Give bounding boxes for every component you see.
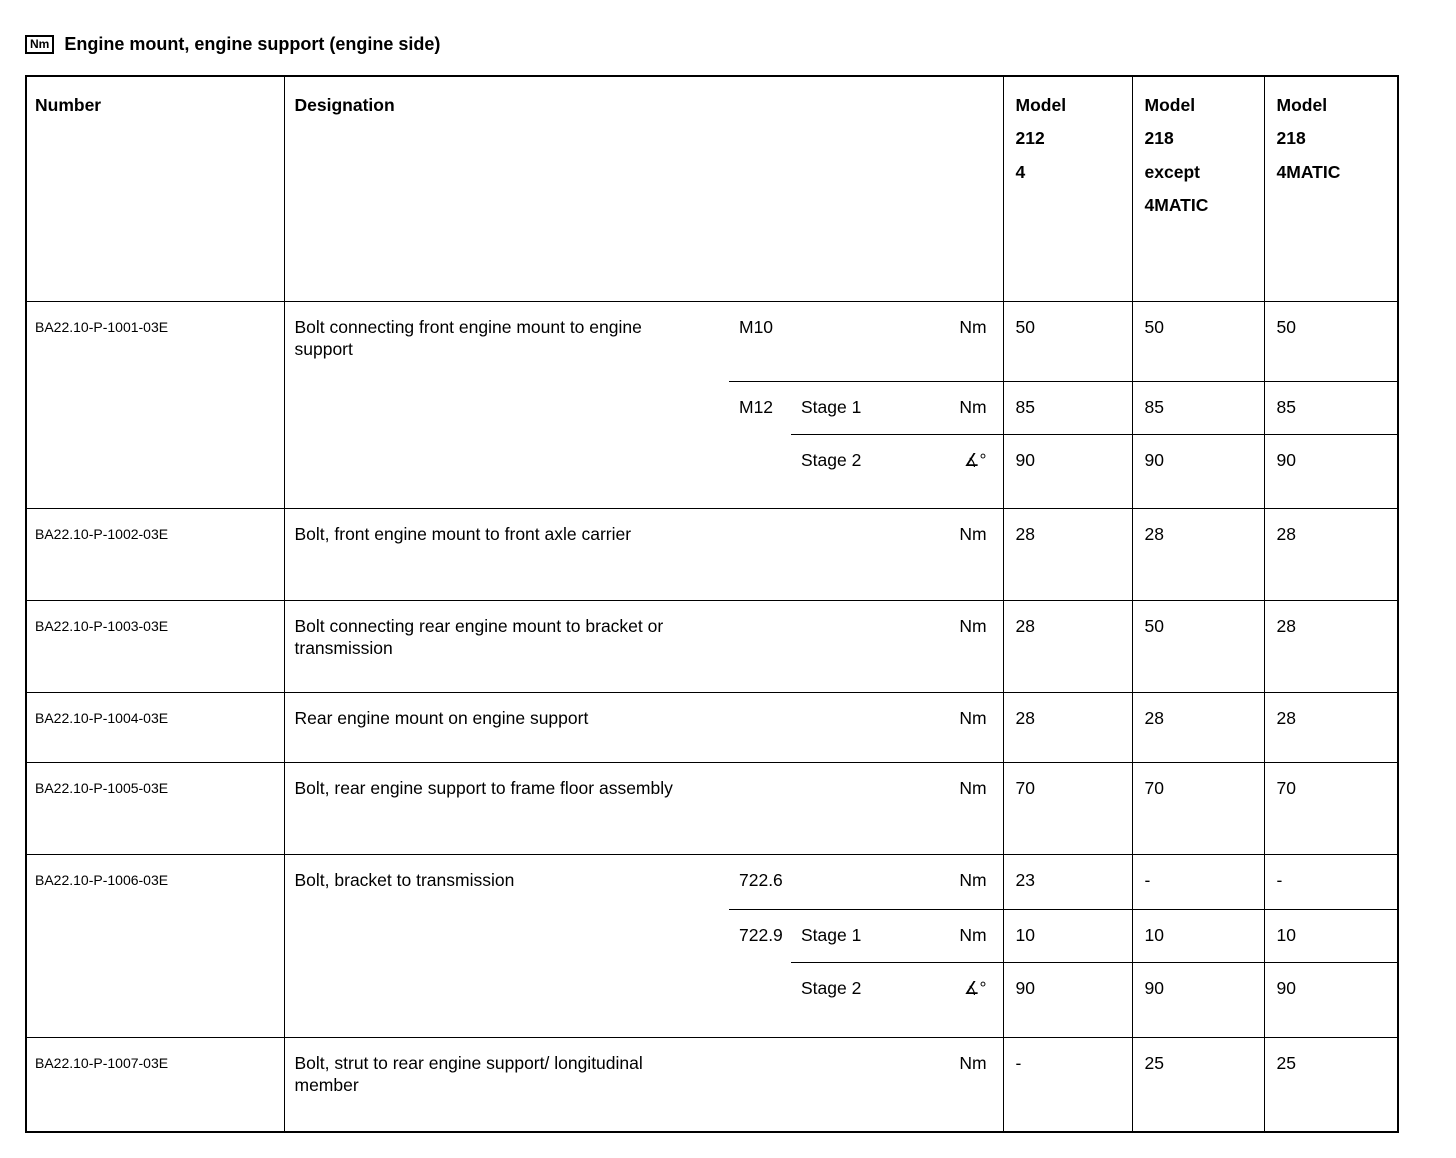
value-cell: 28 <box>1264 508 1398 600</box>
header-model-218-except-4matic <box>1132 76 1264 301</box>
stage-label: Stage 2 <box>791 962 891 1037</box>
value-cell: 25 <box>1264 1037 1398 1132</box>
size-label: M10 <box>729 301 791 381</box>
value-cell: - <box>1003 1037 1132 1132</box>
stage-label <box>791 854 891 909</box>
value-cell: 70 <box>1003 762 1132 854</box>
stage-label: Stage 1 <box>791 381 891 434</box>
designation-text <box>284 1037 891 1132</box>
header-line: except <box>1144 161 1200 182</box>
header-number: Number <box>26 76 284 301</box>
value-cell: 28 <box>1003 508 1132 600</box>
header-line: 218 <box>1276 128 1306 149</box>
header-line: Model <box>1276 95 1328 115</box>
header-line: 218 <box>1144 128 1174 149</box>
stage-label: Stage 1 <box>791 909 891 962</box>
torque-spec-table <box>25 75 1399 1133</box>
row-number: BA22.10-P-1004-03E <box>26 692 284 762</box>
value-cell: 28 <box>1132 692 1264 762</box>
table-row <box>26 854 1398 1037</box>
value-cell: 50 <box>1132 301 1264 381</box>
value-cell: 85 <box>1264 381 1398 434</box>
value-cell: 70 <box>1132 762 1264 854</box>
unit-label: Nm <box>891 1037 1003 1132</box>
header-model-212-4 <box>1003 76 1132 301</box>
designation-text <box>284 854 729 1037</box>
row-number: BA22.10-P-1006-03E <box>26 854 284 1037</box>
value-cell: 90 <box>1264 434 1398 508</box>
angle-unit-label: ∡° <box>891 434 1003 508</box>
table-row <box>26 301 1398 508</box>
value-cell: 90 <box>1132 434 1264 508</box>
row-number: BA22.10-P-1002-03E <box>26 508 284 600</box>
value-cell: 90 <box>1003 434 1132 508</box>
value-cell: 50 <box>1132 600 1264 692</box>
value-cell: 50 <box>1003 301 1132 381</box>
value-cell: 90 <box>1264 962 1398 1037</box>
size-label: M12 <box>729 381 791 508</box>
header-line: Model <box>1144 95 1196 115</box>
value-cell: 10 <box>1264 909 1398 962</box>
value-cell: 10 <box>1003 909 1132 962</box>
size-label: 722.6 <box>729 854 791 909</box>
value-cell: 28 <box>1264 692 1398 762</box>
value-cell: 10 <box>1132 909 1264 962</box>
header-designation: Designation <box>284 76 1003 301</box>
value-cell: 28 <box>1264 600 1398 692</box>
unit-label: Nm <box>891 381 1003 434</box>
unit-label: Nm <box>891 508 1003 600</box>
table-row <box>26 508 1398 600</box>
value-cell: 50 <box>1264 301 1398 381</box>
designation-text <box>284 600 891 692</box>
designation-text <box>284 301 729 508</box>
unit-label: Nm <box>891 854 1003 909</box>
value-cell: 90 <box>1003 962 1132 1037</box>
designation-wrap: Bolt, bracket to transmission <box>294 869 515 890</box>
designation-wrap: Bolt, rear engine support to frame floor assembly <box>294 777 673 798</box>
value-cell: 28 <box>1003 692 1132 762</box>
header-line: 4MATIC <box>1144 194 1209 215</box>
value-cell: 85 <box>1132 381 1264 434</box>
stage-label: Stage 2 <box>791 434 891 508</box>
value-cell: 90 <box>1132 962 1264 1037</box>
table-row <box>26 600 1398 692</box>
header-line: 4MATIC <box>1276 161 1341 182</box>
designation-text <box>284 508 891 600</box>
row-number: BA22.10-P-1005-03E <box>26 762 284 854</box>
designation-wrap: Bolt connecting front engine mount to engine support <box>294 316 642 360</box>
designation-wrap: Bolt, strut to rear engine support/ longitudinal member <box>294 1052 643 1096</box>
value-cell: - <box>1132 854 1264 909</box>
unit-label: Nm <box>891 692 1003 762</box>
table-row <box>26 692 1398 762</box>
unit-label: Nm <box>891 600 1003 692</box>
designation-wrap: Rear engine mount on engine support <box>294 707 589 728</box>
table-row <box>26 762 1398 854</box>
stage-label <box>791 301 891 381</box>
value-cell: - <box>1264 854 1398 909</box>
value-cell: 23 <box>1003 854 1132 909</box>
header-model-218-4matic <box>1264 76 1398 301</box>
designation-text <box>284 692 891 762</box>
page-title: Engine mount, engine support (engine side) <box>64 34 441 54</box>
unit-label: Nm <box>891 762 1003 854</box>
value-cell: 70 <box>1264 762 1398 854</box>
designation-text <box>284 762 891 854</box>
value-cell: 28 <box>1003 600 1132 692</box>
unit-label: Nm <box>891 301 1003 381</box>
header-line: 4 <box>1015 161 1026 182</box>
size-label: 722.9 <box>729 909 791 1037</box>
nm-torque-icon: Nm <box>25 35 54 54</box>
value-cell: 85 <box>1003 381 1132 434</box>
table-header <box>26 76 1398 301</box>
designation-wrap: Bolt connecting rear engine mount to bracket or transmission <box>294 615 664 659</box>
row-number: BA22.10-P-1001-03E <box>26 301 284 508</box>
row-number: BA22.10-P-1007-03E <box>26 1037 284 1132</box>
table-row <box>26 1037 1398 1132</box>
value-cell: 25 <box>1132 1037 1264 1132</box>
angle-unit-label: ∡° <box>891 962 1003 1037</box>
page-header <box>25 34 1431 55</box>
header-line: Model <box>1015 95 1067 115</box>
header-line: 212 <box>1015 128 1045 149</box>
designation-wrap: Bolt, front engine mount to front axle carrier <box>294 523 632 544</box>
row-number: BA22.10-P-1003-03E <box>26 600 284 692</box>
unit-label: Nm <box>891 909 1003 962</box>
value-cell: 28 <box>1132 508 1264 600</box>
